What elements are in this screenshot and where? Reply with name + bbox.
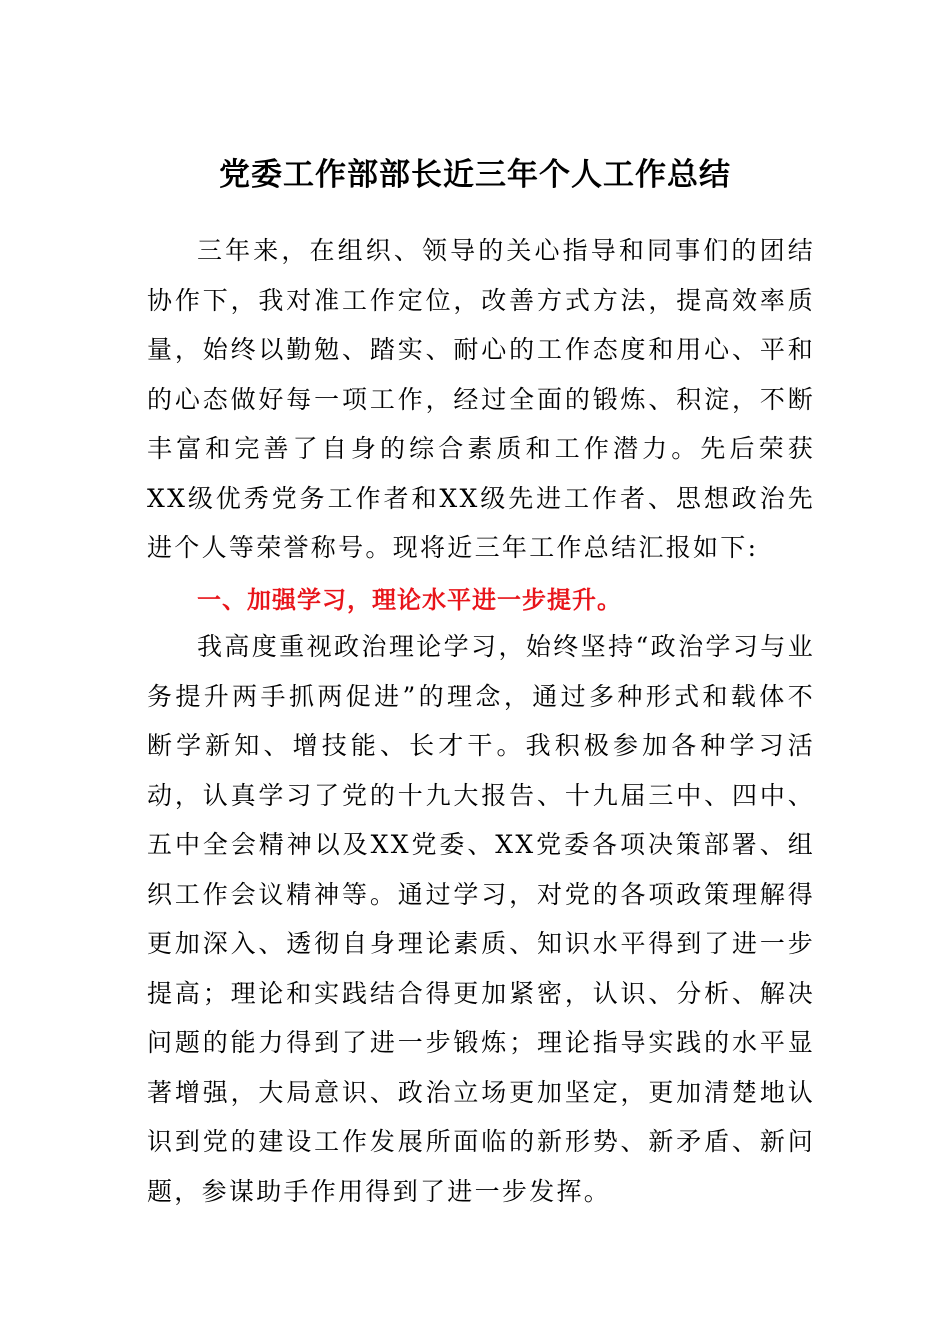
- section-1-paragraph: 我高度重视政治理论学习，始终坚持“政治学习与业务提升两手抓两促进”的理念，通过多种形式和载体不断学新知、增技能、长才干。我积极参加各种学习活动，认真学习了党的十九大报告、十九届三中、四中、五中全会精神以及XX党委、XX党委各项决策部署、组织工作会议精神等。通过学习，对党的各项政策理解得更加深入、透彻自身理论素质、知识水平得到了进一步提高；理论和实践结合得更加紧密，认识、分析、解决问题的能力得到了进一步锻炼；理论指导实践的水平显著增强，大局意识、政治立场更加坚定，更加清楚地认识到党的建设工作发展所面临的新形势、新矛盾、新问题，参谋助手作用得到了进一步发挥。: [147, 632, 815, 1206]
- intro-paragraph: 三年来，在组织、领导的关心指导和同事们的团结协作下，我对准工作定位，改善方式方法，提高效率质量，始终以勤勉、踏实、耐心的工作态度和用心、平和的心态做好每一项工作，经过全面的锻炼、积淀，不断丰富和完善了自身的综合素质和工作潜力。先后荣获XX级优秀党务工作者和XX级先进工作者、思想政治先进个人等荣誉称号。现将近三年工作总结汇报如下:: [147, 236, 815, 562]
- section-heading-1: 一、加强学习，理论水平进一步提升。: [197, 586, 622, 614]
- document-title: 党委工作部部长近三年个人工作总结: [219, 157, 731, 193]
